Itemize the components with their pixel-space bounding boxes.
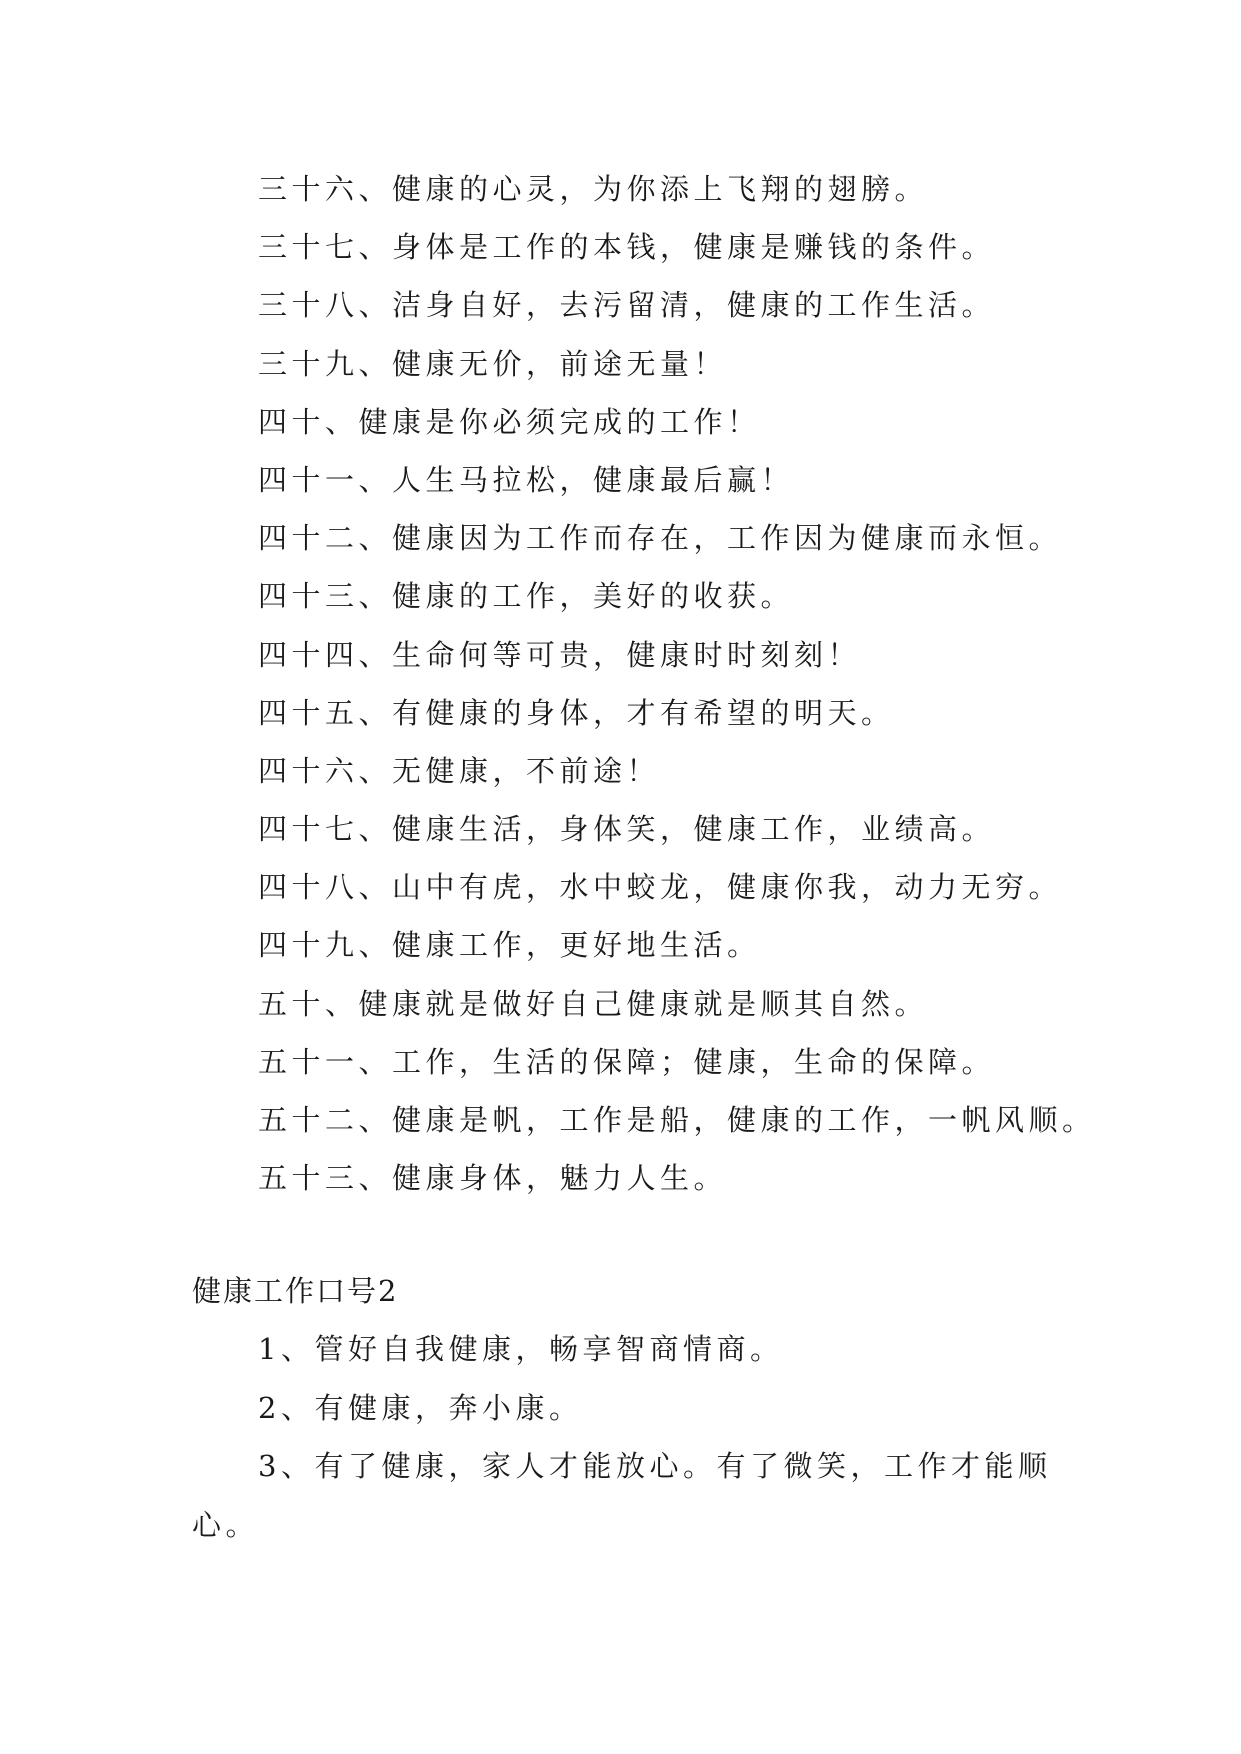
section-heading: 健康工作口号2 bbox=[192, 1274, 399, 1308]
slogan-line: 五十二、健康是帆，工作是船，健康的工作，一帆风顺。 bbox=[258, 1103, 1096, 1137]
slogan-line: 五十三、健康身体，魅力人生。 bbox=[258, 1161, 728, 1196]
slogan-line: 四十九、健康工作，更好地生活。 bbox=[258, 928, 761, 963]
slogan-line: 三十七、身体是工作的本钱，健康是赚钱的条件。 bbox=[258, 230, 996, 265]
slogan-list-part1 bbox=[258, 160, 1118, 1207]
slogan-line: 五十、健康就是做好自己健康就是顺其自然。 bbox=[258, 986, 929, 1021]
slogan-line: 三十六、健康的心灵，为你添上飞翔的翅膀。 bbox=[258, 172, 929, 206]
slogan-line: 四十一、人生马拉松，健康最后赢！ bbox=[258, 462, 795, 497]
section-2 bbox=[192, 1262, 1072, 1554]
slogan-paragraph: 3、有了健康，家人才能放心。有了微笑，工作才能顺心。 bbox=[192, 1449, 1052, 1542]
slogan-line: 四十五、有健康的身体，才有希望的明天。 bbox=[258, 695, 895, 730]
slogan-line: 四十八、山中有虎，水中蛟龙，健康你我，动力无穷。 bbox=[258, 870, 1063, 905]
slogan-line: 四十六、无健康，不前途！ bbox=[258, 753, 661, 788]
slogan-paragraph: 1、管好自我健康，畅享智商情商。 bbox=[258, 1332, 784, 1366]
slogan-line: 三十八、洁身自好，去污留清，健康的工作生活。 bbox=[258, 288, 996, 323]
slogan-line: 四十、健康是你必须完成的工作！ bbox=[258, 404, 761, 439]
slogan-line: 四十七、健康生活，身体笑，健康工作，业绩高。 bbox=[258, 812, 996, 847]
slogan-line: 五十一、工作，生活的保障；健康，生命的保障。 bbox=[258, 1044, 996, 1079]
slogan-line: 四十二、健康因为工作而存在，工作因为健康而永恒。 bbox=[258, 521, 1063, 556]
slogan-line: 四十三、健康的工作，美好的收获。 bbox=[258, 579, 795, 614]
slogan-line: 四十四、生命何等可贵，健康时时刻刻！ bbox=[258, 637, 862, 672]
slogan-paragraph: 2、有健康，奔小康。 bbox=[258, 1390, 583, 1425]
slogan-line: 三十九、健康无价，前途无量！ bbox=[258, 346, 728, 381]
